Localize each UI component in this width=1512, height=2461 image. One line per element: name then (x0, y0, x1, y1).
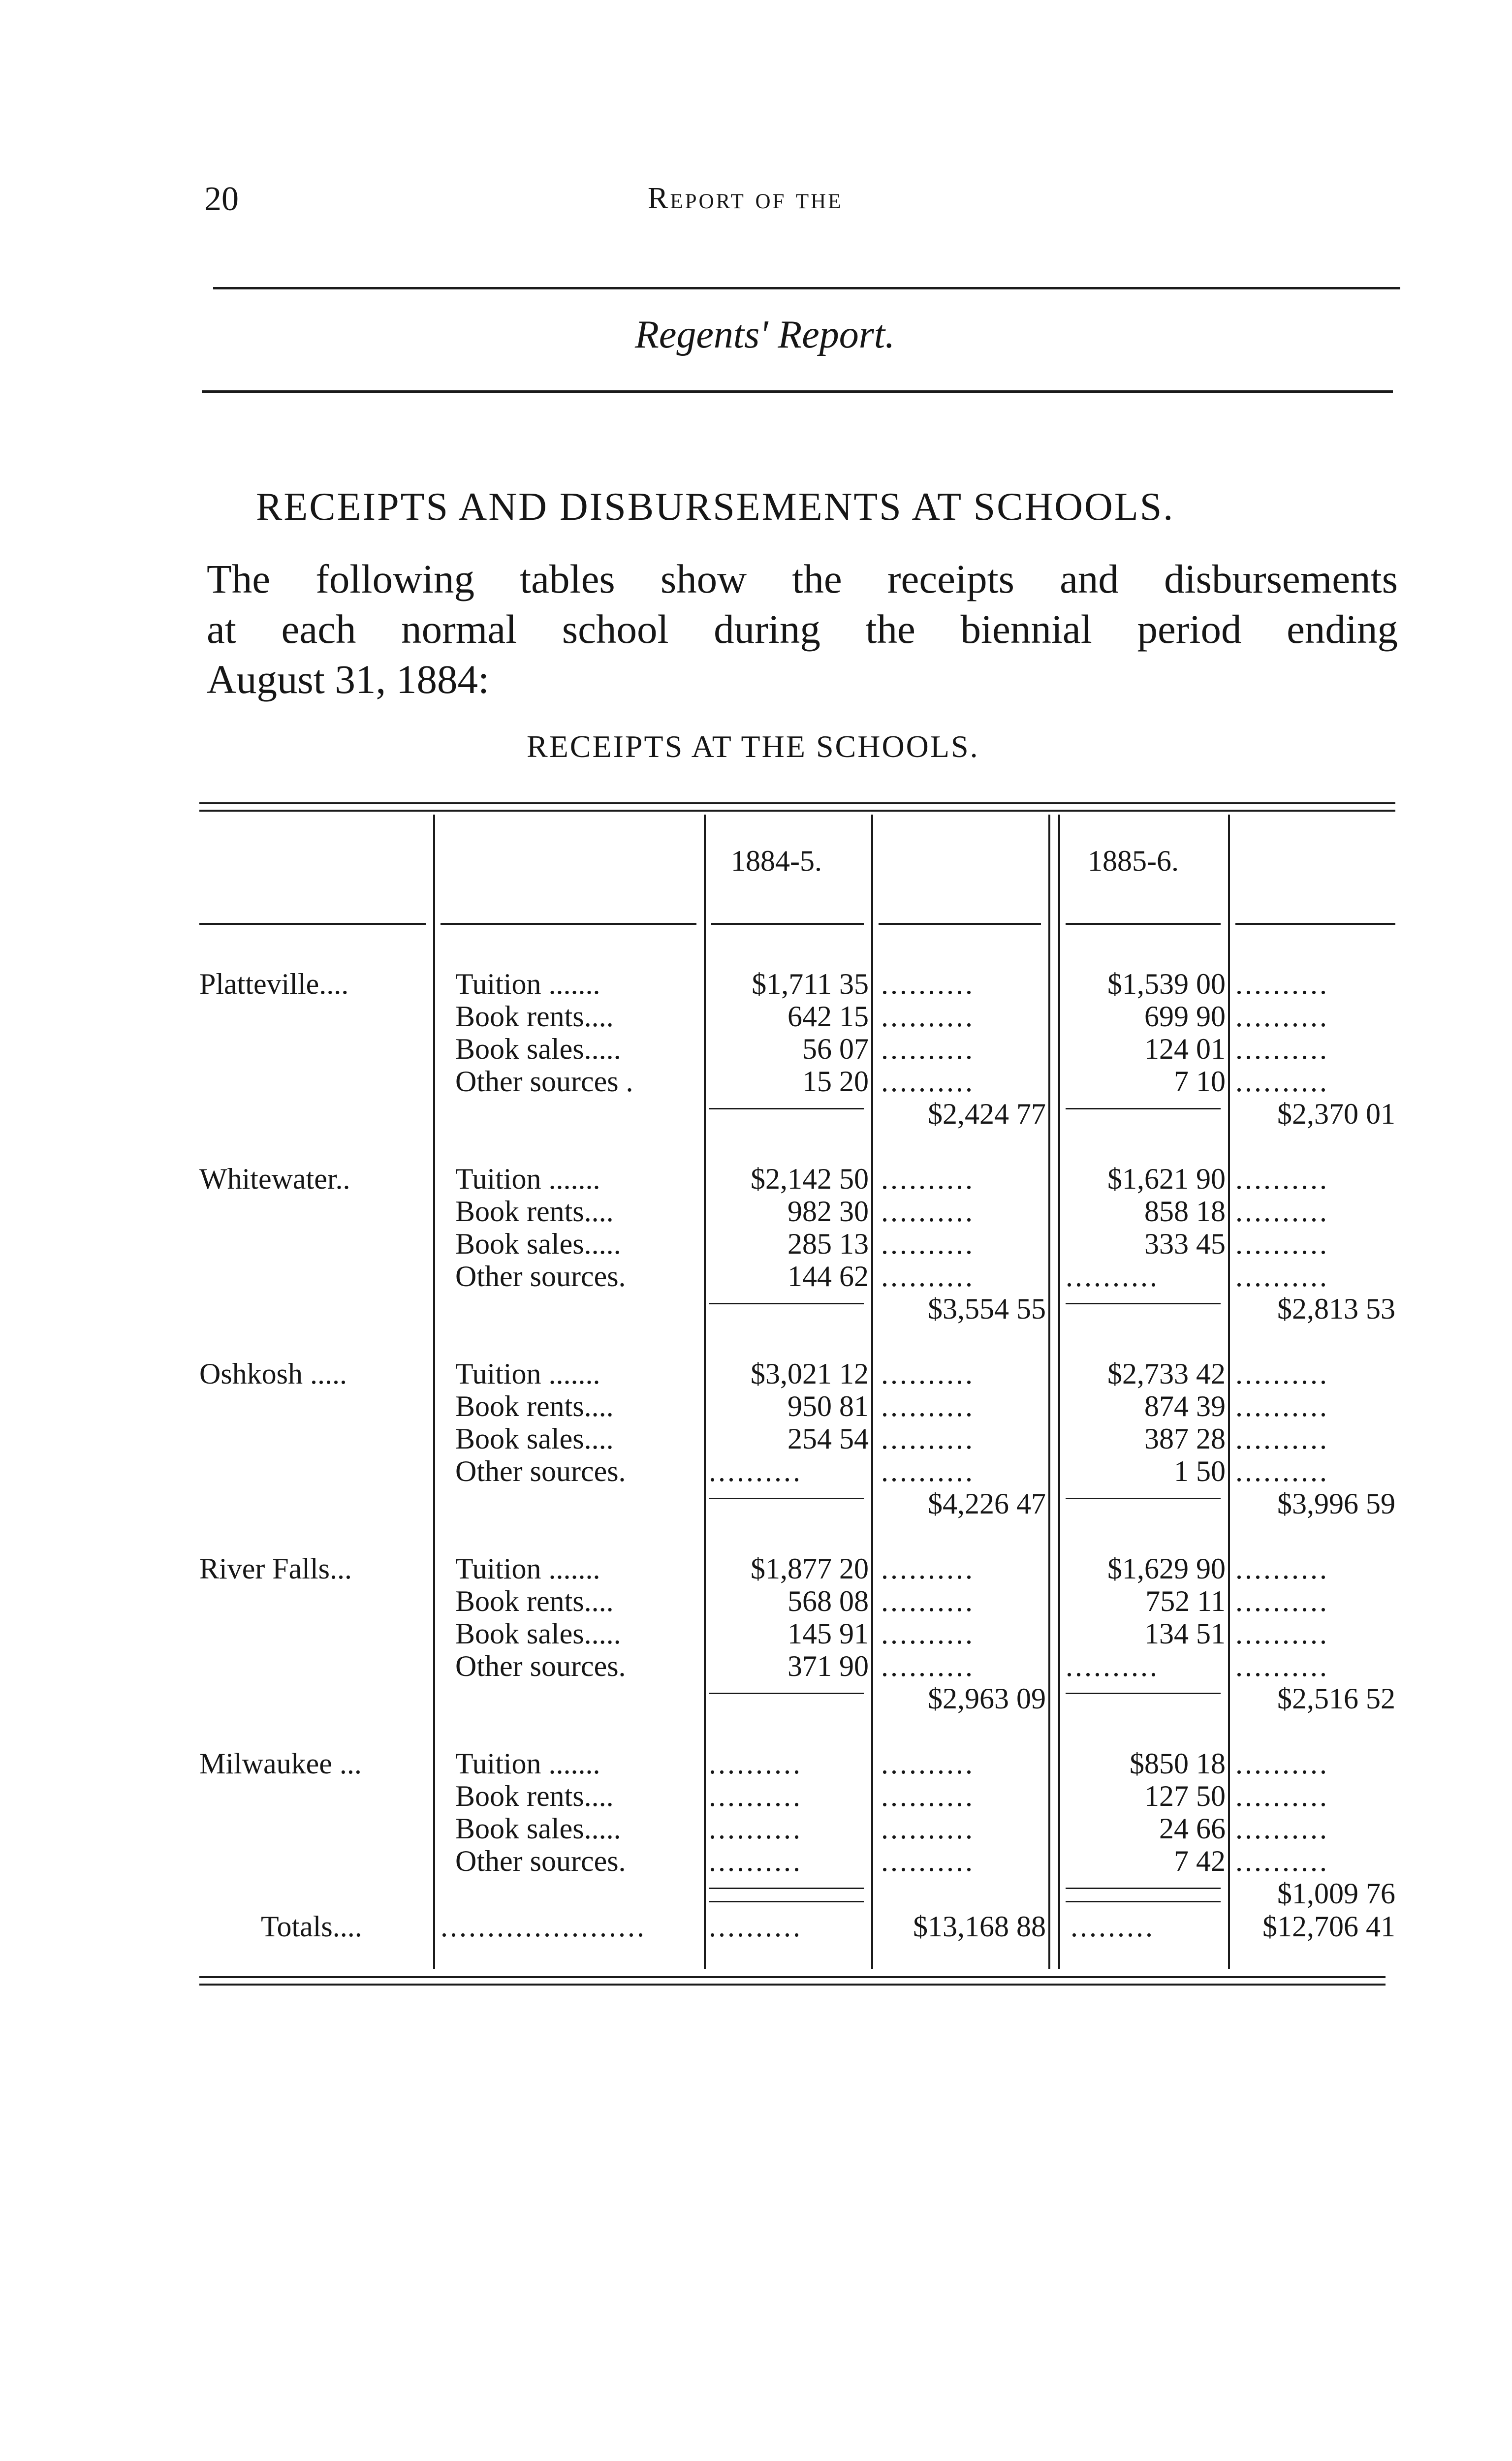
leader-dots: .......... (881, 1228, 975, 1260)
leader-dots: .......... (709, 1845, 802, 1877)
amount-1885: 858 18 (1144, 1195, 1226, 1228)
row-label: Book rents.... (455, 1585, 614, 1617)
row-label: Book rents.... (455, 1780, 614, 1812)
subtotal-1884: $2,424 77 (928, 1098, 1046, 1130)
leader-dots: .......... (881, 1000, 975, 1033)
section-title: RECEIPTS AND DISBURSEMENTS AT SCHOOLS. (256, 485, 1175, 529)
subtotal-rule (1066, 1108, 1221, 1109)
column-divider (1228, 815, 1230, 1969)
column-divider (1058, 815, 1060, 1969)
subtotal-rule (709, 1108, 864, 1109)
header-underline (1066, 923, 1221, 925)
amount-1885: 1 50 (1174, 1455, 1226, 1487)
amount-1884: 371 90 (788, 1650, 869, 1682)
amount-1885: 699 90 (1144, 1000, 1226, 1033)
leader-dots: .......... (881, 1455, 975, 1487)
leader-dots: .......... (709, 1747, 802, 1780)
amount-1884: 254 54 (788, 1422, 869, 1455)
year-header-1885: 1885-6. (1088, 845, 1179, 877)
leader-dots: .......... (881, 1195, 975, 1228)
row-label: Book sales..... (455, 1228, 621, 1260)
amount-1885: 7 10 (1174, 1065, 1226, 1098)
leader-dots: .......... (881, 1422, 975, 1455)
leader-dots: .......... (1235, 1812, 1329, 1845)
amount-1884: 950 81 (788, 1390, 869, 1422)
amount-1885: $1,539 00 (1107, 968, 1226, 1000)
leader-dots: .......... (1235, 1390, 1329, 1422)
row-label: Tuition ....... (455, 1552, 600, 1585)
grand-total-1884: $13,168 88 (913, 1910, 1046, 1943)
leader-dots: ...................... (441, 1910, 646, 1943)
leader-dots: .......... (709, 1812, 802, 1845)
amount-1884: 568 08 (788, 1585, 869, 1617)
totals-rule (1066, 1901, 1221, 1902)
amount-1885: $1,621 90 (1107, 1163, 1226, 1195)
intro-paragraph (207, 554, 1398, 704)
leader-dots: .......... (1066, 1650, 1159, 1682)
amount-1885: 874 39 (1144, 1390, 1226, 1422)
table-rule-top-2 (199, 810, 1395, 812)
amount-1884: $1,711 35 (752, 968, 869, 1000)
leader-dots: .......... (1235, 1617, 1329, 1650)
leader-dots: .......... (709, 1455, 802, 1487)
year-header-1884: 1884-5. (731, 845, 822, 877)
leader-dots: .......... (1235, 1650, 1329, 1682)
row-label: Book sales..... (455, 1812, 621, 1845)
subtotal-rule (1066, 1303, 1221, 1304)
intro-line: August 31, 1884: (207, 657, 490, 702)
amount-1884: 56 07 (802, 1033, 869, 1065)
leader-dots: .......... (881, 1585, 975, 1617)
amount-1884: 145 91 (788, 1617, 869, 1650)
school-name: Oshkosh ..... (199, 1357, 347, 1390)
leader-dots: .......... (1235, 968, 1329, 1000)
amount-1885: $1,629 90 (1107, 1552, 1226, 1585)
amount-1884: 285 13 (788, 1228, 869, 1260)
subtotal-1885: $2,516 52 (1277, 1682, 1395, 1715)
subtotal-1885: $2,813 53 (1277, 1293, 1395, 1325)
table-rule-bottom-1 (199, 1976, 1386, 1978)
leader-dots: .......... (881, 968, 975, 1000)
leader-dots: ......... (1071, 1910, 1155, 1943)
school-name: Platteville.... (199, 968, 349, 1000)
amount-1885: 387 28 (1144, 1422, 1226, 1455)
row-label: Other sources . (455, 1065, 633, 1098)
leader-dots: .......... (1235, 1422, 1329, 1455)
school-name: Milwaukee ... (199, 1747, 362, 1780)
leader-dots: .......... (881, 1163, 975, 1195)
amount-1885: 127 50 (1144, 1780, 1226, 1812)
row-label: Tuition ....... (455, 1747, 600, 1780)
leader-dots: .......... (1235, 1552, 1329, 1585)
page-number: 20 (204, 180, 239, 218)
amount-1885: $2,733 42 (1107, 1357, 1226, 1390)
subtotal-rule (1066, 1693, 1221, 1694)
subtotal-rule (709, 1693, 864, 1694)
leader-dots: .......... (1235, 1033, 1329, 1065)
header-underline (879, 923, 1041, 925)
subtotal-1884: $3,554 55 (928, 1293, 1046, 1325)
column-divider (433, 815, 435, 1969)
leader-dots: .......... (881, 1780, 975, 1812)
row-label: Book rents.... (455, 1000, 614, 1033)
leader-dots: .......... (1235, 1780, 1329, 1812)
amount-1885: 24 66 (1159, 1812, 1226, 1845)
row-label: Other sources. (455, 1455, 626, 1487)
leader-dots: .......... (1235, 1195, 1329, 1228)
subtotal-1885: $2,370 01 (1277, 1098, 1395, 1130)
table-rule-bottom-2 (199, 1984, 1386, 1986)
leader-dots: .......... (1235, 1000, 1329, 1033)
subtotal-rule (1066, 1888, 1221, 1889)
leader-dots: .......... (1235, 1455, 1329, 1487)
amount-1884: 15 20 (802, 1065, 869, 1098)
subtotal-rule (709, 1888, 864, 1889)
leader-dots: .......... (1235, 1845, 1329, 1877)
row-label: Tuition ....... (455, 1163, 600, 1195)
amount-1884: $2,142 50 (751, 1163, 869, 1195)
leader-dots: .......... (881, 1260, 975, 1293)
column-divider (871, 815, 873, 1969)
leader-dots: .......... (881, 1747, 975, 1780)
row-label: Book sales.... (455, 1422, 614, 1455)
subtotal-1885: $3,996 59 (1277, 1487, 1395, 1520)
row-label: Tuition ....... (455, 968, 600, 1000)
amount-1884: 144 62 (788, 1260, 869, 1293)
amount-1885: 124 01 (1144, 1033, 1226, 1065)
table-title: RECEIPTS AT THE SCHOOLS. (527, 729, 979, 764)
leader-dots: .......... (881, 1065, 975, 1098)
grand-total-1885: $12,706 41 (1262, 1910, 1395, 1943)
leader-dots: .......... (881, 1617, 975, 1650)
header-underline (199, 923, 426, 925)
leader-dots: .......... (881, 1033, 975, 1065)
leader-dots: .......... (1066, 1260, 1159, 1293)
amount-1884: $3,021 12 (751, 1357, 869, 1390)
amount-1885: 752 11 (1145, 1585, 1226, 1617)
column-divider (704, 815, 706, 1969)
leader-dots: .......... (709, 1910, 802, 1943)
amount-1885: 333 45 (1144, 1228, 1226, 1260)
subtotal-rule (1066, 1498, 1221, 1499)
leader-dots: .......... (881, 1357, 975, 1390)
intro-line: at each normal school during the biennial period ending (207, 606, 1398, 652)
leader-dots: .......... (1235, 1228, 1329, 1260)
header-underline (711, 923, 864, 925)
subtotal-1884: $2,963 09 (928, 1682, 1046, 1715)
subheading: Regents' Report. (635, 313, 895, 356)
amount-1885: 134 51 (1144, 1617, 1226, 1650)
header-underline (441, 923, 696, 925)
running-title: Report of the (648, 182, 843, 215)
row-label: Other sources. (455, 1260, 626, 1293)
subtotal-1884: $4,226 47 (928, 1487, 1046, 1520)
row-label: Other sources. (455, 1845, 626, 1877)
school-name: Whitewater.. (199, 1163, 350, 1195)
row-label: Book sales..... (455, 1033, 621, 1065)
leader-dots: .......... (881, 1812, 975, 1845)
leader-dots: .......... (881, 1650, 975, 1682)
row-label: Tuition ....... (455, 1357, 600, 1390)
totals-rule (709, 1901, 864, 1902)
school-name: River Falls... (199, 1552, 352, 1585)
leader-dots: .......... (1235, 1357, 1329, 1390)
amount-1884: 642 15 (788, 1000, 869, 1033)
row-label: Book rents.... (455, 1390, 614, 1422)
leader-dots: .......... (1235, 1065, 1329, 1098)
totals-label: Totals.... (261, 1910, 362, 1943)
subtotal-rule (709, 1303, 864, 1304)
subtotal-rule (709, 1498, 864, 1499)
column-divider (1048, 815, 1050, 1969)
subtotal-1885: $1,009 76 (1277, 1877, 1395, 1910)
amount-1885: 7 42 (1174, 1845, 1226, 1877)
leader-dots: .......... (881, 1390, 975, 1422)
leader-dots: .......... (709, 1780, 802, 1812)
amount-1884: $1,877 20 (751, 1552, 869, 1585)
row-label: Other sources. (455, 1650, 626, 1682)
table-rule-top-1 (199, 802, 1395, 804)
header-rule-bottom (202, 390, 1393, 393)
amount-1884: 982 30 (788, 1195, 869, 1228)
amount-1885: $850 18 (1130, 1747, 1226, 1780)
leader-dots: .......... (881, 1845, 975, 1877)
leader-dots: .......... (1235, 1585, 1329, 1617)
leader-dots: .......... (1235, 1260, 1329, 1293)
row-label: Book sales..... (455, 1617, 621, 1650)
leader-dots: .......... (1235, 1747, 1329, 1780)
row-label: Book rents.... (455, 1195, 614, 1228)
leader-dots: .......... (881, 1552, 975, 1585)
leader-dots: .......... (1235, 1163, 1329, 1195)
header-rule-top (213, 287, 1400, 289)
header-underline (1235, 923, 1395, 925)
intro-line: The following tables show the receipts and disbursements (207, 556, 1398, 601)
